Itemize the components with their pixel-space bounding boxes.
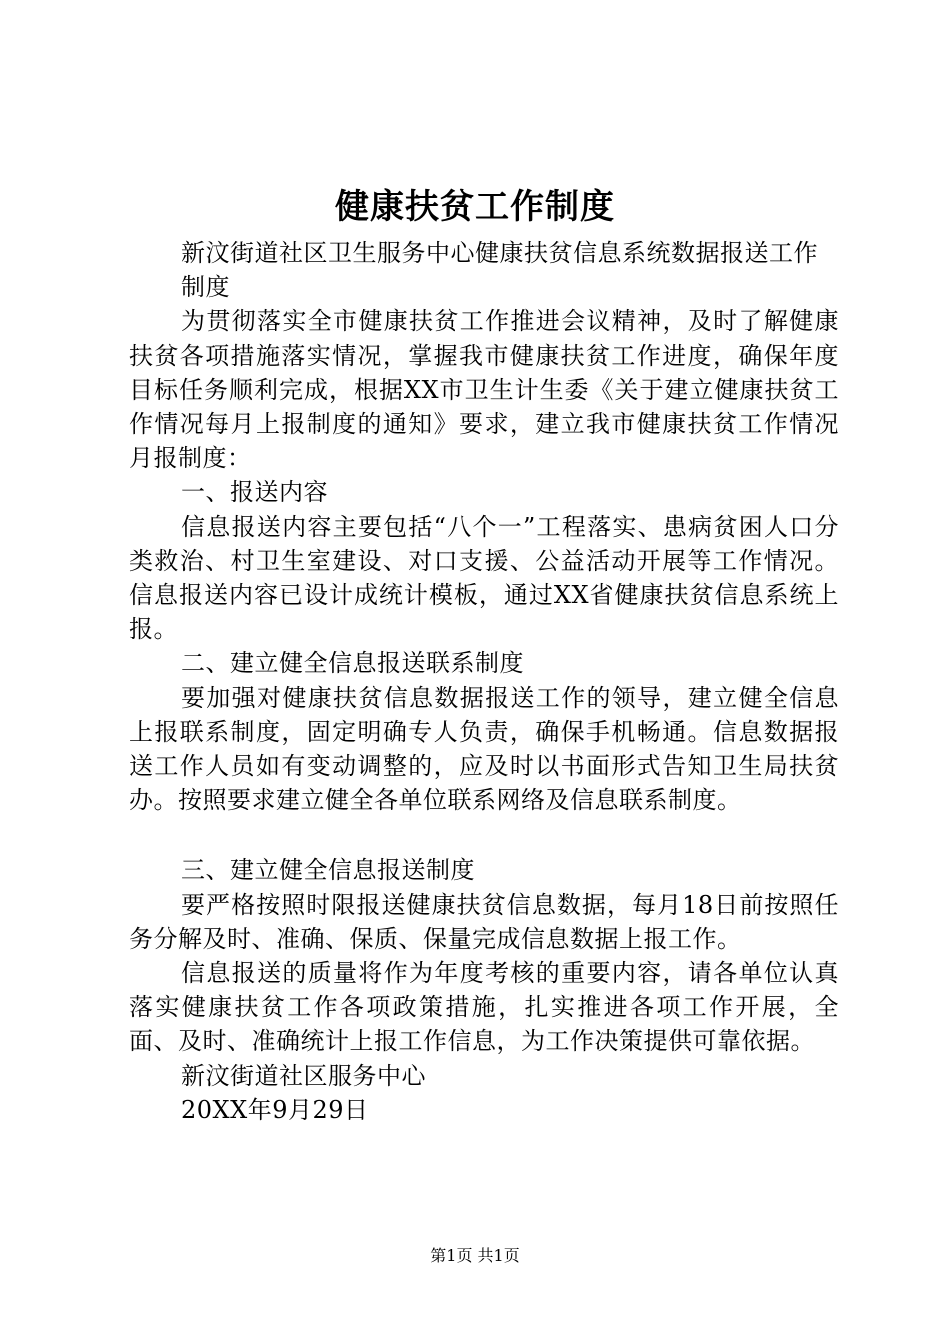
section-heading-3: 三、建立健全信息报送制度 xyxy=(181,856,475,885)
signature-date: 20XX年9月29日 xyxy=(181,1095,369,1124)
paragraph-gap xyxy=(129,817,839,853)
paragraph-subtitle: 新汶街道社区卫生服务中心健康扶贫信息系统数据报送工作 xyxy=(181,239,818,267)
paragraph-intro: 为贯彻落实全市健康扶贫工作推进会议精神，及时了解健康扶贫各项措施落实情况，掌握我市健康扶贫工作进度，确保年度目标任务顺利完成，根据XX市卫生计生委《关于建立健康扶贫工作情况每月上报制度的通知》要求，建立我市健康扶贫工作情况月报制度： xyxy=(129,307,839,473)
page-number-footer: 第1页 共1页 xyxy=(430,1246,520,1265)
paragraph-section-3b: 信息报送的质量将作为年度考核的重要内容，请各单位认真落实健康扶贫工作各项政策措施，扎实推进各项工作开展，全面、及时、准确统计上报工作信息，为工作决策提供可靠依据。 xyxy=(129,959,839,1056)
paragraph-section-3a: 要严格按照时限报送健康扶贫信息数据，每月18日前按照任务分解及时、准确、保质、保量完成信息数据上报工作。 xyxy=(129,890,839,953)
paragraph-section-1: 信息报送内容主要包括“八个一”工程落实、患病贫困人口分类救治、村卫生室建设、对口支援、公益活动开展等工作情况。信息报送内容已设计成统计模板，通过XX省健康扶贫信息系统上报。 xyxy=(129,512,839,644)
signature-organization: 新汶街道社区服务中心 xyxy=(181,1061,426,1090)
section-heading-2: 二、建立健全信息报送联系制度 xyxy=(181,649,524,678)
paragraph-subtitle-cont: 制度 xyxy=(181,273,230,302)
section-heading-1: 一、报送内容 xyxy=(181,478,328,507)
document-title: 健康扶贫工作制度 xyxy=(335,187,615,227)
document-body xyxy=(129,236,839,1127)
paragraph-section-2: 要加强对健康扶贫信息数据报送工作的领导，建立健全信息上报联系制度，固定明确专人负责，确保手机畅通。信息数据报送工作人员如有变动调整的，应及时以书面形式告知卫生局扶贫办。按照要求建立健全各单位联系网络及信息联系制度。 xyxy=(129,683,839,815)
